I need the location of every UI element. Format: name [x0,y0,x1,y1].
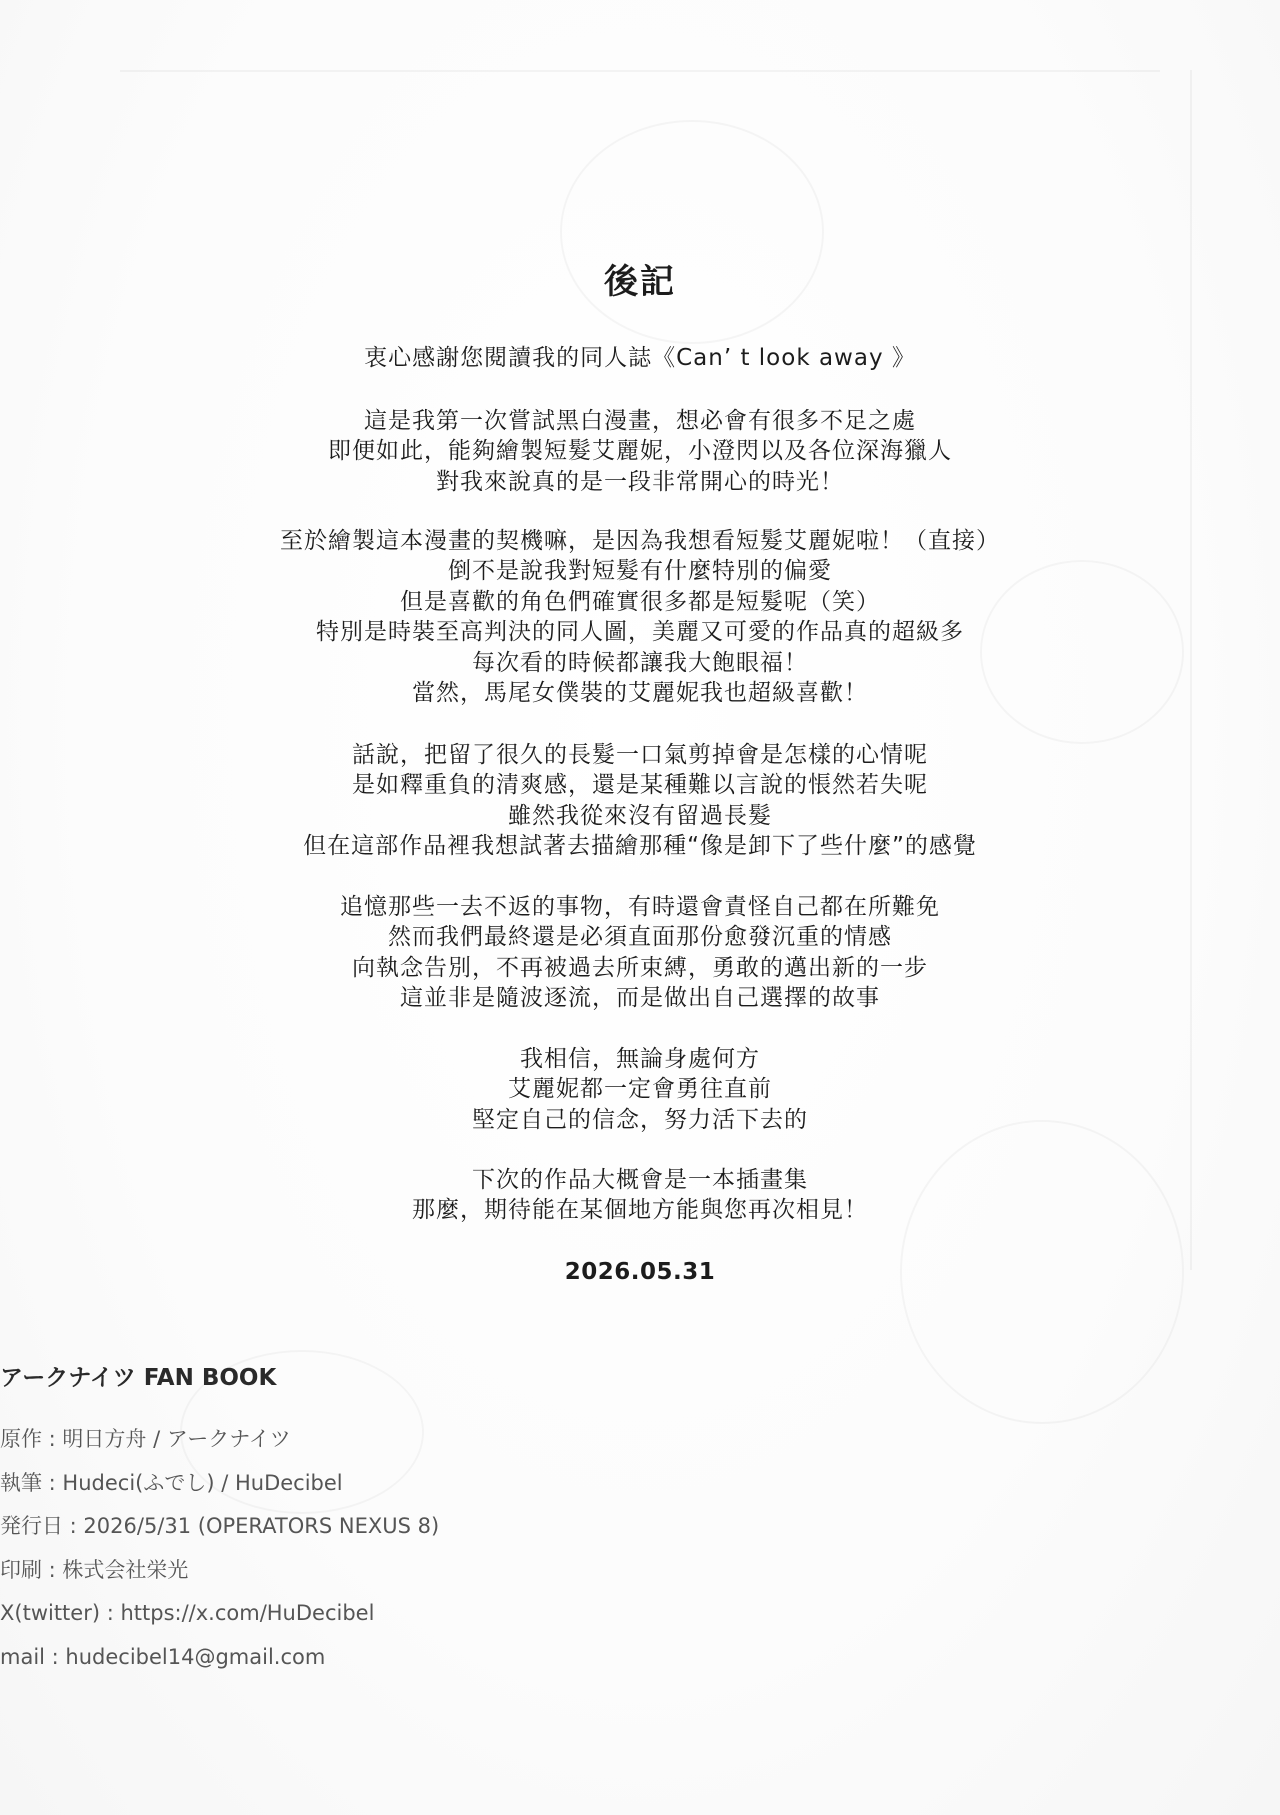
colophon-author: 執筆 : Hudeci(ふでし) / HuDecibel [0,1470,343,1495]
scan-edge-line [120,70,1160,72]
afterword-paragraph [0,406,1280,497]
afterword-line: 每次看的時候都讓我大飽眼福！ [472,649,808,676]
colophon-printer: 印刷 : 株式会社栄光 [0,1557,189,1582]
afterword-line: 特別是時裝至高判決的同人圖，美麗又可愛的作品真的超級多 [316,619,964,646]
colophon-book-title: アークナイツ FAN BOOK [0,1365,277,1391]
colophon-mail: mail : hudecibel14@gmail.com [0,1644,326,1669]
background-sketch-trace [560,120,824,344]
afterword-paragraph [0,526,1280,708]
afterword-line: 當然，馬尾女僕裝的艾麗妮我也超級喜歡！ [412,680,868,707]
afterword-line: 倒不是說我對短髮有什麼特別的偏愛 [448,558,832,585]
afterword-line: 即便如此，能夠繪製短髮艾麗妮，小澄閃以及各位深海獵人 [328,438,952,465]
afterword-line: 但是喜歡的角色們確實很多都是短髮呢（笑） [400,588,880,615]
afterword-line: 是如釋重負的清爽感，還是某種難以言說的悵然若失呢 [352,772,928,799]
afterword-line: 對我來說真的是一段非常開心的時光！ [436,468,844,495]
afterword-paragraph [0,1044,1280,1135]
colophon-twitter: X(twitter) : https://x.com/HuDecibel [0,1601,375,1626]
afterword-line: 至於繪製這本漫畫的契機嘛，是因為我想看短髮艾麗妮啦！（直接） [280,528,1000,554]
afterword-paragraph [0,892,1280,1014]
colophon-publish-date: 発行日 : 2026/5/31 (OPERATORS NEXUS 8) [0,1514,440,1539]
colophon-credits [0,1418,1280,1680]
afterword-line: 堅定自己的信念，努力活下去的 [472,1106,808,1133]
afterword-line: 話說，把留了很久的長髮一口氣剪掉會是怎樣的心情呢 [352,742,928,768]
afterword-date: 2026.05.31 [564,1259,716,1285]
afterword-paragraph [0,740,1280,862]
afterword-title: 後記 [604,262,676,302]
colophon-original-work: 原作 : 明日方舟 / アークナイツ [0,1427,291,1451]
afterword-line: 追憶那些一去不返的事物，有時還會責怪自己都在所難免 [340,894,940,920]
afterword-line: 向執念告別，不再被過去所束縛，勇敢的邁出新的一步 [352,954,928,981]
afterword-line: 這並非是隨波逐流，而是做出自己選擇的故事 [400,985,880,1012]
afterword-line: 我相信，無論身處何方 [520,1046,760,1072]
afterword-line: 艾麗妮都一定會勇往直前 [508,1076,772,1103]
afterword-line: 雖然我從來沒有留過長髮 [508,802,772,829]
afterword-line: 那麼，期待能在某個地方能與您再次相見！ [412,1197,868,1224]
afterword-line: 這是我第一次嘗試黑白漫畫，想必會有很多不足之處 [364,408,916,434]
afterword-paragraph [0,1165,1280,1226]
afterword-line: 下次的作品大概會是一本插畫集 [472,1167,808,1193]
afterword-line: 然而我們最終還是必須直面那份愈發沉重的情感 [388,924,892,951]
afterword-paragraph [0,343,1280,373]
afterword-line: 衷心感謝您閱讀我的同人誌《Can’ t look away 》 [364,345,916,371]
afterword-line: 但在這部作品裡我想試著去描繪那種“像是卸下了些什麼”的感覺 [303,833,977,860]
